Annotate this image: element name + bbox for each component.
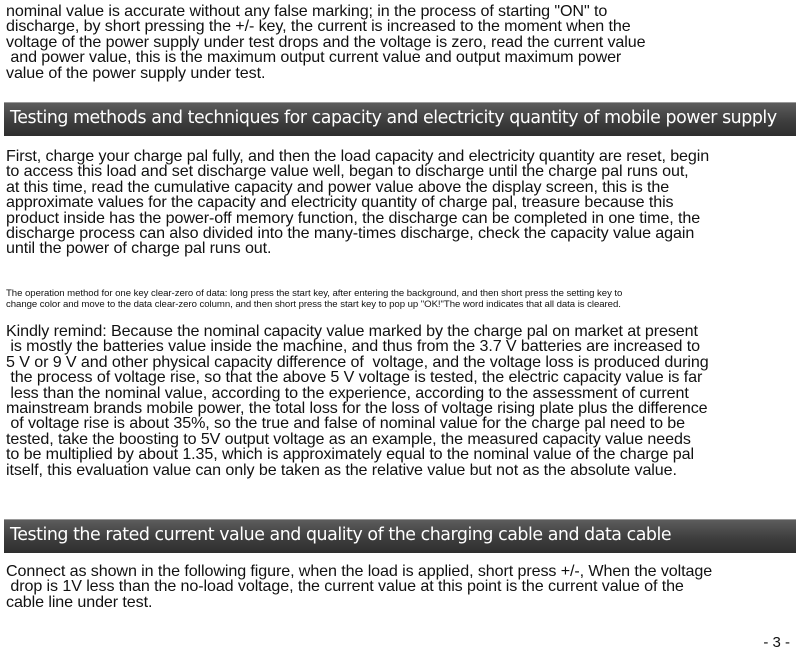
clear-zero-note: The operation method for one key clear-zero of data: long press the start key, after entering the background, and then short press the setting key to change color and move to the data clear-zero column, and then short press the start key to pop up "OK!"The word indicates that all data is cleared. — [6, 288, 623, 310]
section-heading-cable: Testing the rated current value and quality of the charging cable and data cable — [10, 525, 672, 545]
section-heading-banner-capacity — [4, 102, 796, 136]
capacity-test-paragraph: First, charge your charge pal fully, and then the load capacity and electricity quantity are reset, begin to access this load and set discharge value well, began to discharge until the charge pal runs out, at this time, read the cumulative capacity and power value above the display screen, this is the approximate values for the capacity and electricity quantity of charge pal, treasure because this product inside has the power-off memory function, the discharge can be completed in one time, the discharge process can also divided into the many-times discharge, check the capacity value again until the power of charge pal runs out. — [6, 147, 710, 258]
cable-test-paragraph: Connect as shown in the following figure, when the load is applied, short press +/-, When the voltage drop is 1V less than the no-load voltage, the current value at this point is the current value of the cable line under test. — [6, 562, 713, 611]
page-number: - 3 - — [763, 634, 790, 651]
kindly-remind-paragraph: Kindly remind: Because the nominal capacity value marked by the charge pal on market at present is mostly the batteries value inside the machine, and thus from the 3.7 V batteries are increased to 5 V or 9 V and other physical capacity difference of voltage, and the voltage loss is produced during the process of voltage rise, so that the above 5 V voltage is tested, the electric capacity value is far less than the nominal value, according to the experience, according to the assessment of current mainstream brands mobile power, the total loss for the loss of voltage rising plate plus the difference of voltage rise is about 35%, so the true and false of nominal value for the charge pal need to be tested, take the boosting to 5V output voltage as an example, the measured capacity value needs to be multiplied by about 1.35, which is approximately equal to the nominal value of the charge pal itself, this evaluation value can only be taken as the relative value but not as the absolute value. — [6, 322, 709, 479]
section-heading-capacity: Testing methods and techniques for capacity and electricity quantity of mobile power supply — [10, 108, 777, 128]
section-heading-banner-cable — [4, 519, 796, 553]
intro-paragraph: nominal value is accurate without any false marking; in the process of starting "ON" to discharge, by short pressing the +/- key, the current is increased to the moment when the voltage of the power supply under test drops and the voltage is zero, read the current value and power value, this is the maximum output current value and output maximum power value of the power supply under test. — [6, 2, 646, 82]
